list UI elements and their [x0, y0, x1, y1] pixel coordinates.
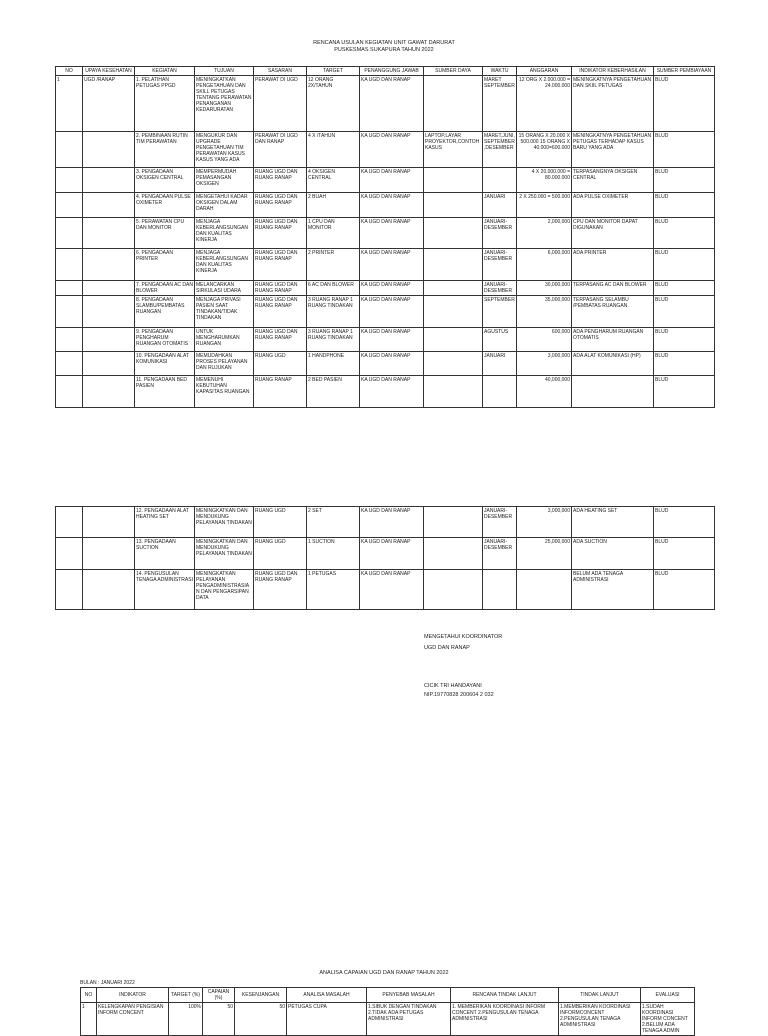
plan-table-cell: 4 X 20.000.000 = 80.000.000 [517, 168, 572, 193]
analysis-table-cell: 1.SIBUK DENGAN TINDAKAN 2.TIDAK ADA PETUGAS ADMINISTRASI [367, 1003, 451, 1036]
plan-table-cell: RUANG UGD DAN RUANG RANAP [254, 218, 307, 249]
plan-table-cell: RUANG RANAP [254, 376, 307, 408]
plan-table-cell: ADA PRINTER [572, 249, 654, 281]
plan-table-cell: KA UGD DAN RANAP [360, 193, 424, 218]
analysis-table-header-cell: ANALISA MASALAH [287, 988, 367, 1003]
plan-table-cell: 2,000,000 [517, 218, 572, 249]
plan-table-cell: 12 ORANG 2X/TAHUN [307, 76, 360, 132]
plan-table-cell [83, 352, 135, 376]
plan-table-cell [424, 76, 483, 132]
analysis-table-header [81, 988, 695, 1003]
plan-table-row [56, 296, 715, 328]
plan-table-continued-cell [56, 538, 83, 570]
plan-table-cell: ADA ALAT KOMUNIKASI (HP) [572, 352, 654, 376]
plan-table-cell [83, 132, 135, 168]
plan-table-cell: ADA PENGHARUM RUANGAN OTOMATIS [572, 328, 654, 352]
plan-table-cell: KA UGD DAN RANAP [360, 218, 424, 249]
plan-table-continued [55, 506, 715, 610]
plan-table-cell: AGUSTUS [483, 328, 517, 352]
plan-table-continued-cell [424, 570, 483, 610]
plan-table-header-cell: NO [56, 67, 83, 76]
analysis-table-row [81, 1003, 695, 1036]
plan-table-cell: KA UGD DAN RANAP [360, 296, 424, 328]
plan-table-header-cell: SUMBER PEMBIAYAAN [654, 67, 715, 76]
plan-table-cell: KA UGD DAN RANAP [360, 132, 424, 168]
plan-table-cell: MARET SEPTEMBER [483, 76, 517, 132]
plan-table-cell: 2. PEMBINAAN RUTIN TIM PERAWATAN [135, 132, 195, 168]
plan-table-cell: 6 AC DAN BLOWER [307, 281, 360, 296]
plan-table-cell [83, 249, 135, 281]
plan-table-cell: BLUD [654, 281, 715, 296]
plan-table-continued-cell: BLUD [654, 570, 715, 610]
plan-table-cell [424, 328, 483, 352]
plan-table-cell: UNTUK MENGHARUMKAN RUANGAN [195, 328, 254, 352]
plan-table-cell [424, 168, 483, 193]
analysis-table-header-cell: NO [81, 988, 97, 1003]
plan-table-continued-cell: ADA HEATING SET [572, 507, 654, 538]
document-title: RENCANA USULAN KEGIATAN UNIT GAWAT DARURAT [313, 40, 455, 46]
plan-table-cell [56, 193, 83, 218]
plan-table-header-cell: UPAYA KESEHATAN [83, 67, 135, 76]
plan-table-continued-cell [83, 507, 135, 538]
plan-table-row [56, 376, 715, 408]
plan-table-cell: 6,000,000 [517, 249, 572, 281]
plan-table-header-cell: ANGGARAN [517, 67, 572, 76]
plan-table-cell: 3,000,000 [517, 352, 572, 376]
plan-table-cell: KA UGD DAN RANAP [360, 281, 424, 296]
plan-table-cell: JANUARI-DESEMBER [483, 218, 517, 249]
analysis-table-header-cell: KESENJANGAN [235, 988, 287, 1003]
signature-nip: NIP.19770828 200604 2 032 [424, 692, 494, 698]
plan-table-cell: MENGUKUR DAN UPGRADE PENGETAHUAN TIM PERAWATAN KASUS KASUS YANG ADA [195, 132, 254, 168]
plan-table-cell [572, 376, 654, 408]
plan-table-cell: 7. PENGADAAN AC DAN BLOWER [136, 282, 193, 294]
plan-table-cell: MENINGKATNYA PENGETAHUAN PETUGAS TERHADAP KASUS BARU YANG ADA [572, 132, 654, 168]
plan-table-cell [424, 296, 483, 328]
plan-table-row [56, 281, 715, 296]
plan-table-continued-cell [56, 570, 83, 610]
plan-table-cell: 6. PENGADAAN PRINTER [135, 249, 195, 281]
plan-table-continued-cell: RUANG UGD DAN RUANG RANAP [254, 570, 307, 610]
plan-table-cell: 8. PENGADAAN SLAMBU/PEMBATAS RUANGAN [135, 296, 195, 328]
plan-table-cell [56, 328, 83, 352]
analysis-table-cell: KELENGKAPAN PENGISIAN INFORM CONCENT [97, 1003, 169, 1036]
plan-table-cell: UGD /RANAP [83, 76, 135, 132]
analysis-table-header-cell: RENCANA TINDAK LANJUT [451, 988, 559, 1003]
plan-table-continued-cell: 14. PENGUSULAN TENAGA ADMINISTRASI [135, 570, 195, 610]
analysis-table-header-cell: INDIKATOR [97, 988, 169, 1003]
analysis-table-header-cell: EVALUASI [641, 988, 695, 1003]
plan-table-header-cell: INDIKATOR KEBERHASILAN [572, 67, 654, 76]
plan-table-cell [83, 168, 135, 193]
plan-table-cell: MENJAGA KEBERLANGSUNGAN DAN KUALITAS KINERJA [195, 249, 254, 281]
plan-table-continued-cell: BLUD [654, 538, 715, 570]
plan-table-header-cell: SUMBER DAYA [424, 67, 483, 76]
plan-table-cell: RUANG UGD DAN RUANG RANAP [254, 249, 307, 281]
analysis-table-header-cell: PENYEBAB MASALAH [367, 988, 451, 1003]
plan-table-cell: KA UGD DAN RANAP [360, 352, 424, 376]
plan-table-cell: MENINGKATKAN PENGETAHUAN DAN SKILL PETUGAS TENTANG PERAWATAN PENANGANAN KEDARURATAN [195, 76, 254, 132]
analysis-month: BULAN : JANUARI 2022 [80, 980, 135, 986]
plan-table-continued-row [56, 570, 715, 610]
analysis-table-cell: 50 [235, 1003, 287, 1036]
plan-table-cell: TERPASANG SELAMBU /PEMBATAS RUANGAN [572, 296, 654, 328]
plan-table-cell: 3 RUANG RANAP 1 RUANG TINDAKAN [307, 296, 360, 328]
plan-table-continued-cell: RUANG UGD [254, 507, 307, 538]
plan-table-cell: BLUD [654, 249, 715, 281]
plan-table-cell: SEPTEMBER [483, 296, 517, 328]
plan-table-cell: BLUD [654, 76, 715, 132]
plan-table-cell: BLUD [654, 352, 715, 376]
plan-table-cell: 2 BUAH [307, 193, 360, 218]
plan-table-header-cell: KEGIATAN [135, 67, 195, 76]
plan-table-cell: BLUD [654, 132, 715, 168]
plan-table-continued-cell: 2 SET [307, 507, 360, 538]
plan-table-cell [83, 376, 135, 408]
plan-table-cell: MEMENUHI KEBUTUHAN KAPASITAS RUANGAN [195, 376, 254, 408]
plan-table-continued-cell [517, 570, 572, 610]
plan-table-header-cell: TARGET [307, 67, 360, 76]
analysis-table-header-cell: TINDAK LANJUT [559, 988, 641, 1003]
analysis-table-body [81, 1003, 695, 1036]
plan-table-cell: JANUARI-DESEMBER [483, 249, 517, 281]
analysis-table-cell: 1 [81, 1003, 97, 1036]
plan-table-cell: TERPASANGNYA OKSIGEN CENTRAL [572, 168, 654, 193]
plan-table-cell: ADA PULSE OXIMETER [572, 193, 654, 218]
plan-table-continued-cell: 3,000,000 [517, 507, 572, 538]
plan-table-row [56, 132, 715, 168]
plan-table-continued-cell: MENINGKATKAN PELAYANAN PENGADMINISTRASIAN DAN PENGARSIPAN DATA [195, 570, 254, 610]
analysis-table-cell: 1.SUDAH KOORDINASI INFORM CONCENT 2.BELUM ADA TENAGA ADMIN [641, 1003, 695, 1036]
plan-table-header-cell: TUJUAN [195, 67, 254, 76]
plan-table-cell: KA UGD DAN RANAP [360, 168, 424, 193]
plan-table-row [56, 168, 715, 193]
plan-table-cell: MARET,JUNI,SEPTEMBER,DESEMBER [483, 132, 517, 168]
plan-table [55, 66, 715, 408]
plan-table-row [56, 218, 715, 249]
plan-table-cell [56, 218, 83, 249]
analysis-table-cell: 1. MEMBERIKAN KOORDINASI INFORM CONCENT 2.PENGUSULAN TENAGA ADMINISTRASI [451, 1003, 559, 1036]
analysis-table-header-cell: CAPAIAN (%) [203, 988, 235, 1003]
plan-table-continued-cell: KA UGD DAN RANAP [360, 507, 424, 538]
plan-table-continued-cell: 13. PENGADAAN SUCTION [135, 538, 195, 570]
plan-table-cell [483, 376, 517, 408]
plan-table-continued-cell: KA UGD DAN RANAP [360, 570, 424, 610]
plan-table-cell [424, 376, 483, 408]
plan-table-continued-cell: 12. PENGADAAN ALAT HEATING SET [135, 507, 195, 538]
plan-table-header [56, 67, 715, 76]
plan-table-cell: BLUD [654, 328, 715, 352]
plan-table-cell: MENJAGA PRIVASI PASIEN SAAT TINDAKAN/TIDAK TINDAKAN [195, 296, 254, 328]
plan-table-cell: 2 PRINTER [307, 249, 360, 281]
plan-table-cell: 3 RUANG RANAP 1 RUANG TINDAKAN [307, 328, 360, 352]
plan-table-cell: 35,000,000 [517, 296, 572, 328]
plan-table-cell: KA UGD DAN RANAP [360, 76, 424, 132]
plan-table-cell: PERAWAT DI UGD DAN RANAP [254, 132, 307, 168]
plan-table-cell: BLUD [654, 168, 715, 193]
plan-table-cell [56, 352, 83, 376]
plan-table-cell: 4. PENGADAAN PULSE OXIMETER [135, 193, 195, 218]
plan-table-cell [83, 296, 135, 328]
plan-table-cell: RUANG UGD DAN RUANG RANAP [254, 193, 307, 218]
plan-table-cell: RUANG UGD [254, 352, 307, 376]
plan-table-cell [83, 281, 135, 296]
analysis-title: ANALISA CAPAIAN UGD DAN RANAP TAHUN 2022 [319, 970, 449, 976]
plan-table-continued-cell: MENINGKATKAN DAN MENDUKUNG PELAYANAN TINDAKAN [195, 507, 254, 538]
plan-table-cell: 2 BED PASIEN [307, 376, 360, 408]
plan-table-cell: BLUD [654, 218, 715, 249]
document-subtitle: PUSKESMAS SUKAPURA TAHUN 2022 [334, 47, 434, 53]
plan-table-continued-cell: 25,000,000 [517, 538, 572, 570]
plan-table-row [56, 249, 715, 281]
analysis-table-cell: 1.MEMBERIKAN KOORDINASI INFORMCONCENT 2.PENGUSULAN TENAGA ADMINISTRASI [559, 1003, 641, 1036]
plan-table-cell: 5. PERAWATAN CPU DAN MONITOR [135, 218, 195, 249]
plan-table-continued-cell: JANUARI-DESEMBER [483, 538, 517, 570]
analysis-table [80, 987, 695, 1036]
plan-table-cell: MELANCARKAN SIRKULASI UDARA [195, 281, 254, 296]
plan-table-cell: RUANG UGD DAN RUANG RANAP [254, 168, 307, 193]
plan-table-continued-row [56, 507, 715, 538]
plan-table-continued-cell: RUANG UGD [254, 538, 307, 570]
plan-table-continued-cell [56, 507, 83, 538]
plan-table-continued-cell: JANUARI-DESEMBER [483, 507, 517, 538]
plan-table-header-cell: PENANGGUNG JAWAB [360, 67, 424, 76]
plan-table-row [56, 193, 715, 218]
plan-table-cell: KA UGD DAN RANAP [360, 376, 424, 408]
plan-table-cell [56, 249, 83, 281]
plan-table-cell: MENJAGA KEBERLANGSUNGAN DAN KUALITAS KINERJA [195, 218, 254, 249]
plan-table-body [56, 76, 715, 408]
plan-table-cell: 11. PENGADAAN BED PASIEN [135, 376, 195, 408]
plan-table-cell: 9. PENGADAAN PENGHARUM RUANGAN OTOMATIS [135, 328, 195, 352]
plan-table-cell: JANUARI [483, 352, 517, 376]
plan-table-cell: MENINGKATNYA PENGETAHUAN DAN SKIIL PETUGAS [572, 76, 654, 132]
plan-table-continued-cell [83, 570, 135, 610]
plan-table-cell: 40,000,000 [517, 376, 572, 408]
plan-table-cell [56, 132, 83, 168]
plan-table-cell: JANUARI-DESEMBER [483, 281, 517, 296]
plan-table-cell: CPU DAN MONITOR DAPAT DIGUNAKAN [572, 218, 654, 249]
plan-table-continued-cell [483, 570, 517, 610]
plan-table-cell [424, 193, 483, 218]
plan-table-cell: 1 HANDPHONE [307, 352, 360, 376]
plan-table-cell: KA UGD DAN RANAP [360, 328, 424, 352]
plan-table-cell: 1 [56, 76, 83, 132]
plan-table-cell: 3. PENGADAAN OKSIGEN CENTRAL [135, 168, 195, 193]
plan-table-continued-cell: ADA SUCTION [572, 538, 654, 570]
plan-table-cell: 12 ORG X 2.000.000 = 24.000.000 [517, 76, 572, 132]
plan-table-cell [56, 296, 83, 328]
analysis-table-header-cell: TARGET (%) [169, 988, 203, 1003]
plan-table-cell [83, 328, 135, 352]
plan-table-cell: 2 X 250.000 = 500.000 [517, 193, 572, 218]
plan-table-header-cell: SASARAN [254, 67, 307, 76]
plan-table-cell: MEMPERMUDAH PEMASANGAN OKSIGEN [195, 168, 254, 193]
plan-table-cell [424, 249, 483, 281]
plan-table-cell [424, 218, 483, 249]
signature-name: CICIK TRI HANDAYANI [424, 683, 482, 689]
plan-table-cell [483, 168, 517, 193]
plan-table-cell [56, 281, 83, 296]
plan-table-cell: 1 CPU DAN MONITOR [307, 218, 360, 249]
plan-table-cell: MEMUDAHKAN PROSES PELAYANAN DAN RUJUKAN [195, 352, 254, 376]
plan-table-continued-cell: BELUM ADA TENAGA ADMINISTRASI [572, 570, 654, 610]
plan-table-cell: BLUD [654, 376, 715, 408]
plan-table-continued-cell [424, 507, 483, 538]
plan-table-row [56, 328, 715, 352]
plan-table-cell: BLUD [654, 193, 715, 218]
plan-table-cell: 30,000,000 [517, 281, 572, 296]
plan-table-row [56, 352, 715, 376]
plan-table-cell [424, 281, 483, 296]
plan-table-cell: BLUD [654, 296, 715, 328]
plan-table-cell: JANUARI [483, 193, 517, 218]
plan-table-cell [83, 193, 135, 218]
plan-table-cell: RUANG UGD DAN RUANG RANAP [254, 296, 307, 328]
plan-table-cell [424, 352, 483, 376]
plan-table-continued-cell [424, 538, 483, 570]
plan-table-continued-cell: KA UGD DAN RANAP [360, 538, 424, 570]
plan-table-cell: LAPTOP,LAYAR PROYEKTOR,CONTOH KASUS [424, 132, 483, 168]
plan-table-cell: 15 ORANG X 20.000 X 500.000 15 ORANG X 40.000=600.000 [517, 132, 572, 168]
analysis-table-cell: PETUGAS CUPA [287, 1003, 367, 1036]
plan-table-continued-cell: 1 PETUGAS [307, 570, 360, 610]
plan-table-continued-row [56, 538, 715, 570]
plan-table-cell: KA UGD DAN RANAP [360, 249, 424, 281]
analysis-table-cell: 50 [203, 1003, 235, 1036]
plan-table-continued-body [56, 507, 715, 610]
plan-table-cell: RUANG UGD DAN RUANG RANAP [254, 281, 307, 296]
signature-title: MENGETAHUI KOORDINATOR [424, 634, 503, 640]
plan-table-cell: RUANG UGD DAN RUANG RANAP [254, 328, 307, 352]
plan-table-continued-cell [83, 538, 135, 570]
plan-table-header-cell: WAKTU [483, 67, 517, 76]
plan-table-cell [83, 218, 135, 249]
signature-unit: UGD DAN RANAP [424, 645, 470, 651]
plan-table-cell: PERAWAT DI UGD [254, 76, 307, 132]
plan-table-continued-cell: MENINGKATKAN DAN MENDUKUNG PELAYANAN TINDAKAN [195, 538, 254, 570]
plan-table-cell: TERPASANG AC DAN BLOWER [572, 281, 654, 296]
plan-table-continued-cell: BLUD [654, 507, 715, 538]
plan-table-cell: 4 X /TAHUN [307, 132, 360, 168]
plan-table-cell: 10. PENGADAAN ALAT KOMUNIKASI [135, 352, 195, 376]
plan-table-cell: 1. PELATIHAN PETUGAS PPGD [135, 76, 195, 132]
plan-table-cell [56, 168, 83, 193]
plan-table-cell [56, 376, 83, 408]
analysis-table-cell: 100% [169, 1003, 203, 1036]
plan-table-row [56, 76, 715, 132]
plan-table-continued-cell: 1 SUCTION [307, 538, 360, 570]
plan-table-cell: MENGETAHUI KADAR OKSIGEN DALAM DARAH [195, 193, 254, 218]
plan-table-cell: 4 OKSIGEN CENTRAL [307, 168, 360, 193]
plan-table-cell: 600,000 [517, 328, 572, 352]
